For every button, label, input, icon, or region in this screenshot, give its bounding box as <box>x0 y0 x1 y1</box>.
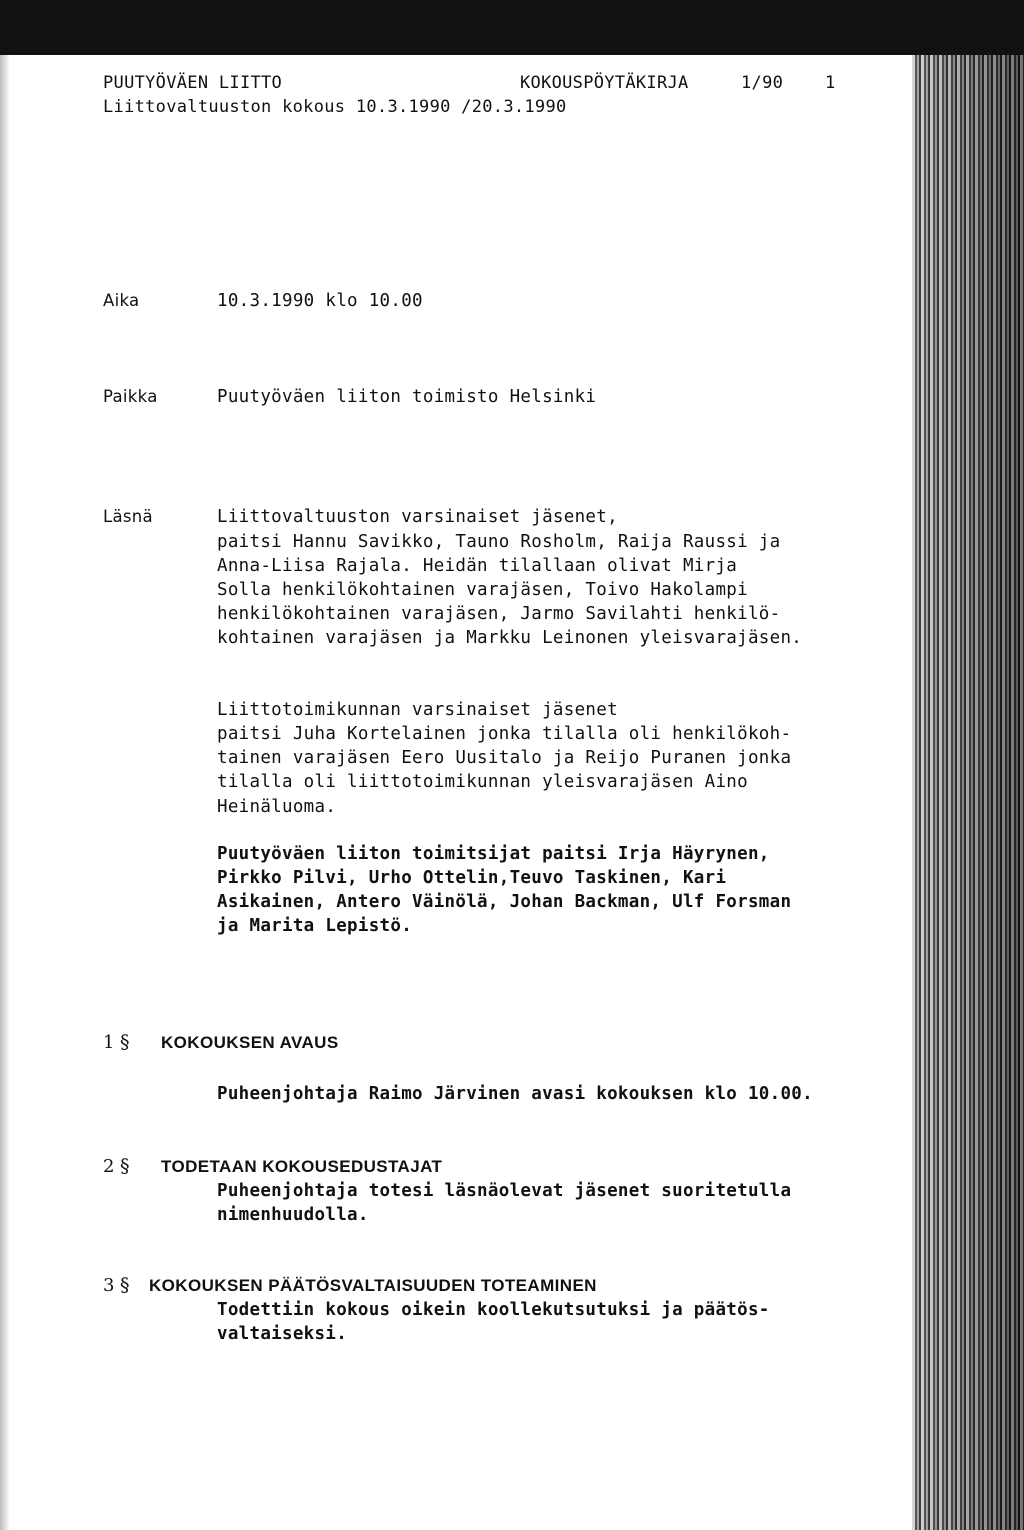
lasna-p2-line: tainen varajäsen Eero Uusitalo ja Reijo Puranen jonka <box>217 748 792 768</box>
lasna-p2-line: tilalla oli liittotoimikunnan yleisvarajäsen Aino <box>217 772 748 792</box>
aika-value: 10.3.1990 klo 10.00 <box>217 291 423 311</box>
header-page-number: 1 <box>825 73 836 93</box>
section-text-line: Puheenjohtaja totesi läsnäolevat jäsenet suoritetulla <box>217 1181 792 1201</box>
section-symbol: § <box>120 1031 130 1053</box>
section-number: 2 <box>103 1156 115 1177</box>
lasna-p2-line: Heinäluoma. <box>217 797 337 817</box>
lasna-p1-line: henkilökohtainen varajäsen, Jarmo Savilahti henkilö- <box>217 604 781 624</box>
section-title: KOKOUKSEN AVAUS <box>161 1033 339 1052</box>
lasna-p3-line: ja Marita Lepistö. <box>217 916 413 936</box>
lasna-p3-line: Puutyöväen liiton toimitsijat paitsi Irja Häyrynen, <box>217 844 770 864</box>
aika-label: Aika <box>103 291 140 310</box>
section-symbol: § <box>120 1155 130 1177</box>
lasna-p3-line: Pirkko Pilvi, Urho Ottelin,Teuvo Taskinen, Kari <box>217 868 727 888</box>
section-number: 3 <box>103 1275 115 1296</box>
paikka-label: Paikka <box>103 387 158 406</box>
section-text-line: valtaiseksi. <box>217 1324 348 1344</box>
section-text-line: Puheenjohtaja Raimo Järvinen avasi kokouksen klo 10.00. <box>217 1084 813 1104</box>
lasna-p3-line: Asikainen, Antero Väinölä, Johan Backman, Ulf Forsman <box>217 892 792 912</box>
lasna-p2-line: Liittotoimikunnan varsinaiset jäsenet <box>217 700 618 720</box>
lasna-p2-line: paitsi Juha Kortelainen jonka tilalla oli henkilökoh- <box>217 724 792 744</box>
section-number: 1 <box>103 1032 115 1053</box>
header-document-type: KOKOUSPÖYTÄKIRJA <box>520 73 689 93</box>
lasna-p1-line: paitsi Hannu Savikko, Tauno Rosholm, Raija Raussi ja <box>217 532 781 552</box>
section-text-line: nimenhuudolla. <box>217 1205 369 1225</box>
lasna-p1-line: kohtainen varajäsen ja Markku Leinonen yleisvarajäsen. <box>217 628 803 648</box>
header-organization: PUUTYÖVÄEN LIITTO <box>103 73 283 93</box>
section-text-line: Todettiin kokous oikein koollekutsutuksi ja päätös- <box>217 1300 770 1320</box>
header-document-number: 1/90 <box>741 73 784 93</box>
book-page-edges-shade <box>912 55 1024 1530</box>
paikka-value: Puutyöväen liiton toimisto Helsinki <box>217 387 597 407</box>
section-symbol: § <box>120 1274 130 1296</box>
lasna-p1-line: Liittovaltuuston varsinaiset jäsenet, <box>217 507 618 527</box>
lasna-p1-line: Anna-Liisa Rajala. Heidän tilallaan olivat Mirja <box>217 556 738 576</box>
section-title: KOKOUKSEN PÄÄTÖSVALTAISUUDEN TOTEAMINEN <box>149 1276 597 1295</box>
lasna-p1-line: Solla henkilökohtainen varajäsen, Toivo Hakolampi <box>217 580 748 600</box>
header-meeting: Liittovaltuuston kokous 10.3.1990 /20.3.1990 <box>103 97 567 117</box>
lasna-label: Läsnä <box>103 507 153 526</box>
section-title: TODETAAN KOKOUSEDUSTAJAT <box>161 1157 443 1176</box>
page-left-shadow <box>0 55 10 1530</box>
